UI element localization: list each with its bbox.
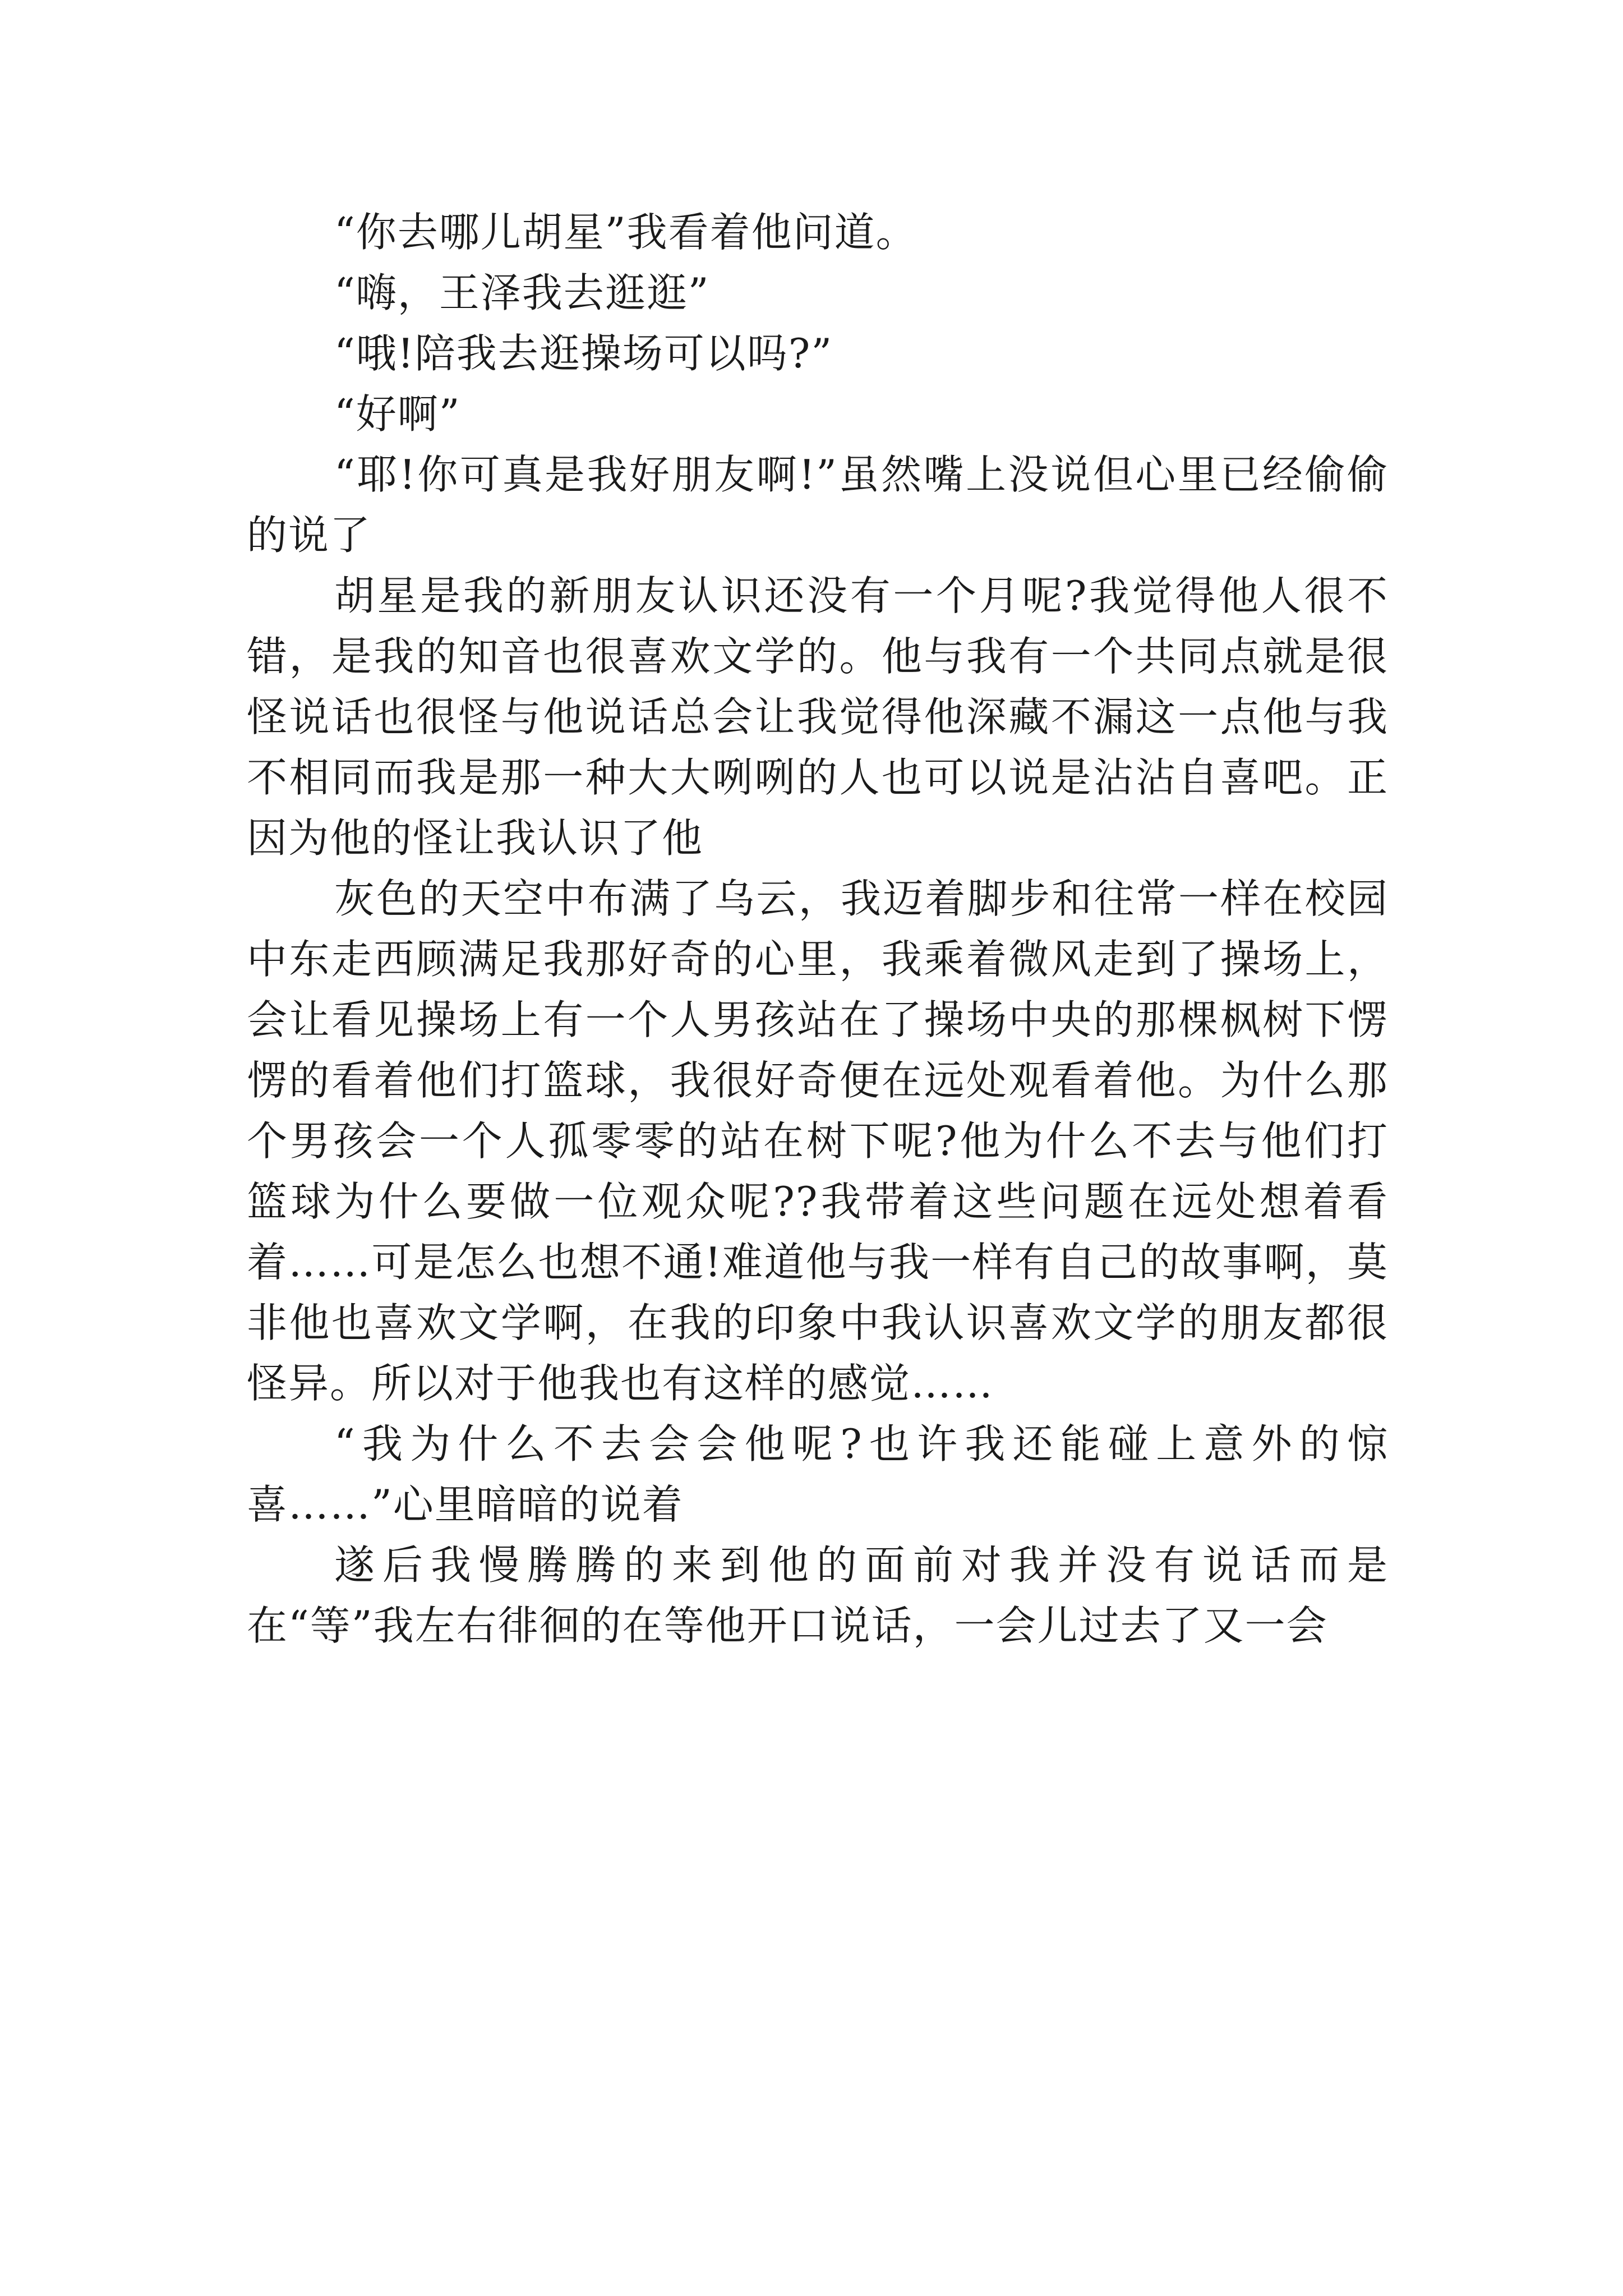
paragraph-4: “好啊” (334, 390, 461, 438)
document-body (247, 202, 1389, 1656)
paragraph-3: “哦!陪我去逛操场可以吗?” (334, 330, 833, 377)
paragraph-7: 灰色的天空中布满了乌云，我迈着脚步和往常一样在校园中东走西顾满足我那好奇的心里，我乘着微风走到了操场上，会让看见操场上有一个人男孩站在了操场中央的那棵枫树下愣愣的看着他们打篮球，我很好奇便在远处观看着他。为什么那个男孩会一个人孤零零的站在树下呢?他为什么不去与他们打篮球为什么要做一位观众呢??我带着这些问题在远处想着看着……可是怎么也想不通!难道他与我一样有自己的故事啊，莫非他也喜欢文学啊，在我的印象中我认识喜欢文学的朋友都很怪异。所以对于他我也有这样的感觉…… (247, 875, 1389, 1407)
paragraph-5: “耶!你可真是我好朋友啊!”虽然嘴上没说但心里已经偷偷的说了 (247, 451, 1389, 559)
paragraph-9: 遂后我慢腾腾的来到他的面前对我并没有说话而是在“等”我左右徘徊的在等他开口说话，一会儿过去了又一会 (247, 1542, 1389, 1649)
paragraph-2: “嗨，王泽我去逛逛” (334, 269, 710, 316)
paragraph-8: “我为什么不去会会他呢?也许我还能碰上意外的惊喜……”心里暗暗的说着 (247, 1420, 1389, 1528)
paragraph-1: “你去哪儿胡星”我看着他问道。 (334, 209, 917, 256)
paragraph-6: 胡星是我的新朋友认识还没有一个月呢?我觉得他人很不错，是我的知音也很喜欢文学的。他与我有一个共同点就是很怪说话也很怪与他说话总会让我觉得他深藏不漏这一点他与我不相同而我是那一种大大咧咧的人也可以说是沾沾自喜吧。正因为他的怪让我认识了他 (247, 572, 1389, 862)
